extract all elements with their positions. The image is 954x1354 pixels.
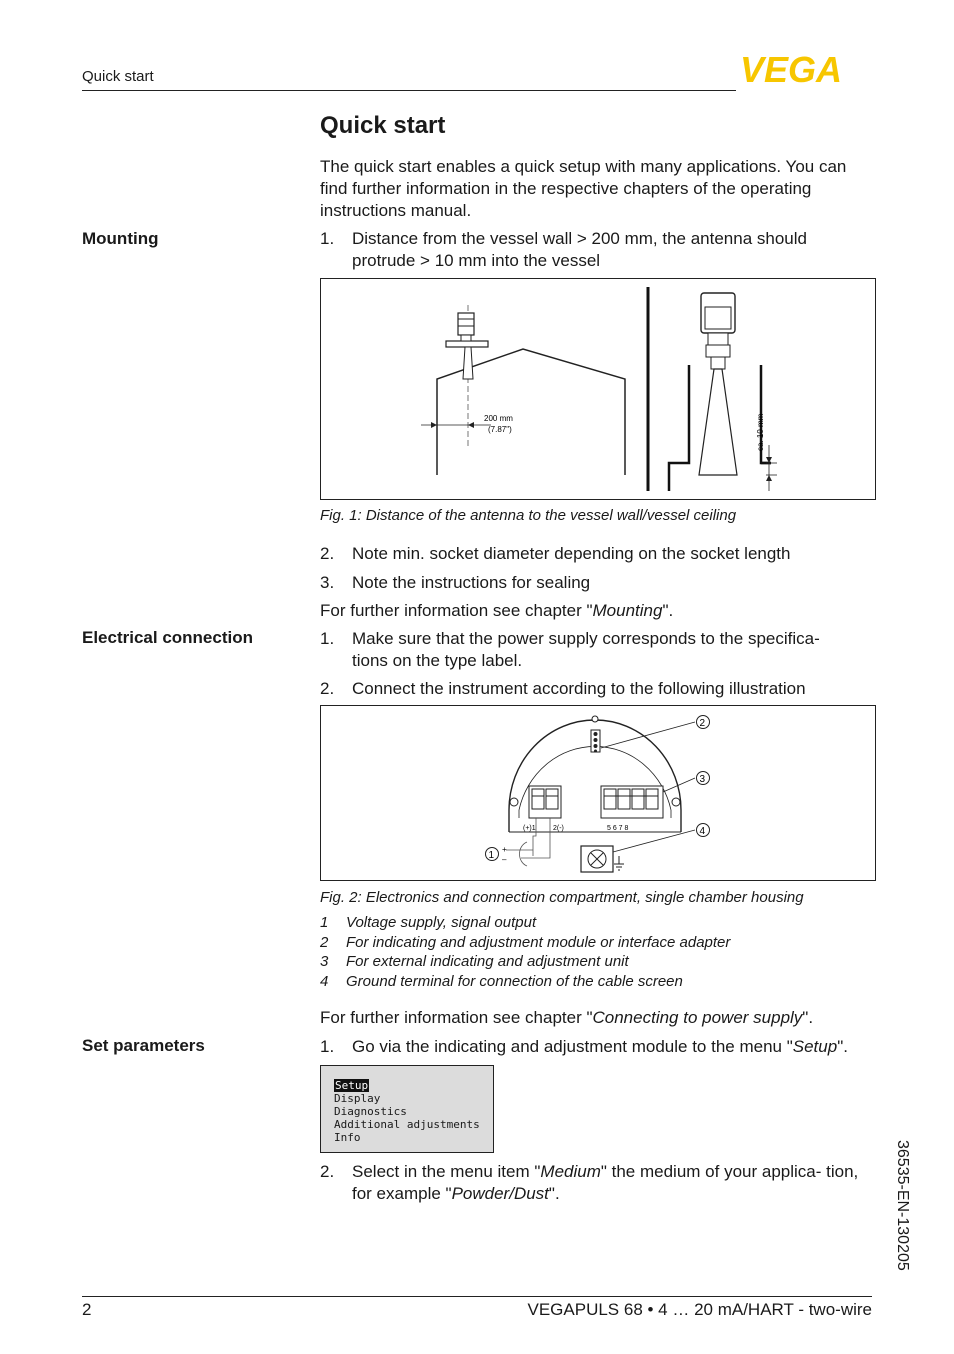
figure-mounting <box>320 278 876 500</box>
parameters-step-1 <box>320 1036 860 1058</box>
step-number: 2. <box>320 679 335 698</box>
vega-logo <box>740 52 872 91</box>
menu-item-setup[interactable] <box>334 1079 480 1092</box>
callout-2: 2 <box>699 718 706 729</box>
figure-2-legend <box>320 913 730 991</box>
side-heading-electrical: Electrical connection <box>82 628 253 647</box>
step-text-middle: " the medium of your applica- tion, for example " <box>352 1162 859 1203</box>
header-rule <box>82 90 736 91</box>
legend-item <box>320 972 730 992</box>
parameters-step-2 <box>320 1161 860 1205</box>
step-number: 3. <box>320 573 335 592</box>
terminal-numbers: 5 6 7 8 <box>607 825 629 832</box>
electrical-step-1 <box>320 628 860 672</box>
electrical-reference <box>320 1007 813 1029</box>
page-title: Quick start <box>320 112 446 139</box>
ref-prefix: For further information see chapter " <box>320 601 593 620</box>
step-text: Connect the instrument according to the following illustration <box>352 679 806 698</box>
legend-text: Voltage supply, signal output <box>346 914 537 931</box>
footer-rule <box>82 1296 872 1297</box>
menu-link-setup: Setup <box>792 1037 838 1056</box>
terminal-plus-label: (+)1 <box>523 825 536 832</box>
intro-paragraph: The quick start enables a quick setup with many applications. You can find further information in the respective chapters of the operating instructions manual. <box>320 157 847 220</box>
legend-text: For indicating and adjustment module or interface adapter <box>346 933 731 951</box>
figure-1-caption: Fig. 1: Distance of the antenna to the vessel wall/vessel ceiling <box>320 507 737 524</box>
callout-3: 3 <box>699 774 706 785</box>
legend-text: Ground terminal for connection of the cable screen <box>346 972 683 990</box>
step-number: 1. <box>320 229 335 248</box>
dimension-label-inch: (7.87") <box>488 425 512 434</box>
ref-suffix: ". <box>802 1008 814 1027</box>
mounting-reference <box>320 600 673 622</box>
step-number: 2. <box>320 1162 335 1181</box>
side-heading-mounting: Mounting <box>82 229 159 248</box>
step-text: Note min. socket diameter depending on the socket length <box>352 544 791 563</box>
step-number: 2. <box>320 544 335 563</box>
plus-sign: + <box>502 845 507 854</box>
step-number: 1. <box>320 1037 335 1056</box>
chapter-link-power-supply[interactable]: Connecting to power supply <box>592 1008 803 1027</box>
step-text-prefix: Go via the indicating and adjustment module to the menu " <box>352 1037 793 1056</box>
dimension-label-ca10: ca. 10 mm <box>756 413 765 451</box>
wiring-diagram <box>321 706 875 880</box>
document-id: 36535-EN-130205 <box>894 1140 911 1271</box>
legend-number: 4 <box>320 972 329 990</box>
callout-4: 4 <box>699 826 706 837</box>
figure-2-caption: Fig. 2: Electronics and connection compartment, single chamber housing <box>320 889 804 906</box>
menu-link-medium: Medium <box>540 1162 601 1181</box>
legend-number: 3 <box>320 953 329 970</box>
legend-item <box>320 952 730 972</box>
legend-text: For external indicating and adjustment unit <box>346 953 629 970</box>
ref-prefix: For further information see chapter " <box>320 1008 593 1027</box>
menu-item-label: Setup <box>335 1079 369 1092</box>
step-text: Distance from the vessel wall > 200 mm, the antenna should protrude > 10 mm into the vessel <box>352 229 807 270</box>
legend-number: 2 <box>320 933 329 951</box>
ref-suffix: ". <box>662 601 674 620</box>
step-text: Note the instructions for sealing <box>352 573 591 592</box>
step-text-prefix: Select in the menu item " <box>352 1162 541 1181</box>
mounting-diagram <box>321 279 875 499</box>
legend-item <box>320 933 730 953</box>
menu-item-info[interactable]: Info <box>334 1131 361 1144</box>
step-text: Make sure that the power supply corresponds to the specifica- tions on the type label. <box>352 629 820 670</box>
menu-item-additional-adjustments[interactable]: Additional adjustments <box>334 1118 480 1131</box>
step-text-suffix: ". <box>837 1037 848 1056</box>
terminal-minus-label: 2(-) <box>553 825 564 832</box>
legend-item <box>320 913 730 933</box>
page-number: 2 <box>82 1300 92 1319</box>
running-header: Quick start <box>82 68 154 85</box>
mounting-step-3 <box>320 572 860 594</box>
menu-item-diagnostics[interactable]: Diagnostics <box>334 1105 407 1118</box>
callout-1: 1 <box>488 850 495 861</box>
electrical-step-2 <box>320 678 860 700</box>
product-name: VEGAPULS 68 • 4 … 20 mA/HART - two-wire <box>527 1300 872 1319</box>
display-menu <box>320 1065 494 1153</box>
step-number: 1. <box>320 629 335 648</box>
chapter-link-mounting[interactable]: Mounting <box>592 601 663 620</box>
step-text-suffix: ". <box>548 1184 560 1203</box>
minus-sign: – <box>502 855 507 864</box>
mounting-step-2 <box>320 543 860 565</box>
dimension-label-mm: 200 mm <box>484 414 513 423</box>
vega-logo-text: VEGA <box>740 52 843 86</box>
mounting-step-1 <box>320 228 860 272</box>
legend-number: 1 <box>320 914 329 931</box>
figure-electrical <box>320 705 876 881</box>
menu-item-display[interactable]: Display <box>334 1092 381 1105</box>
step-text <box>352 1036 860 1058</box>
step-text <box>352 1161 860 1205</box>
menu-value-powder-dust: Powder/Dust <box>451 1184 549 1203</box>
side-heading-parameters: Set parameters <box>82 1036 205 1055</box>
